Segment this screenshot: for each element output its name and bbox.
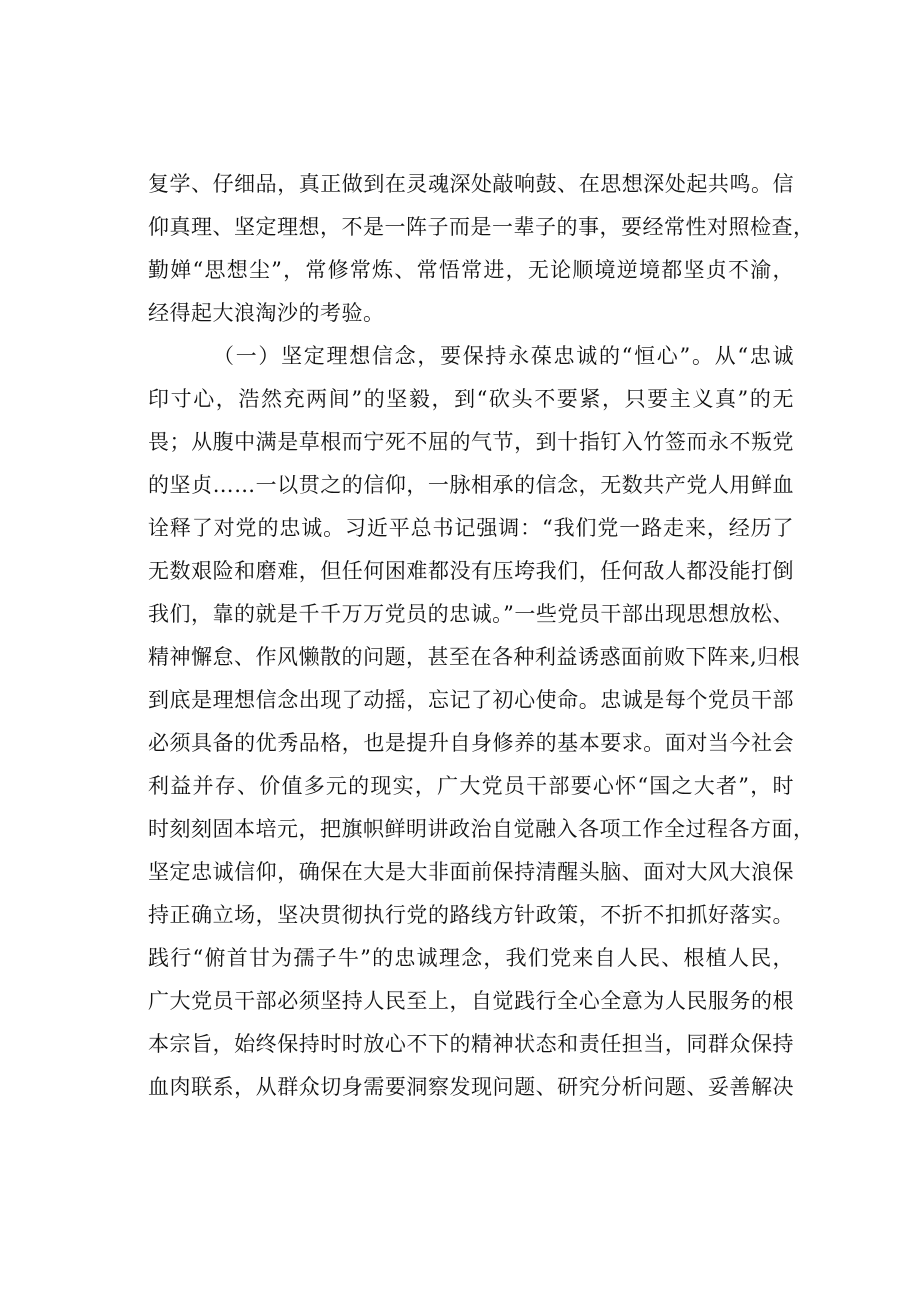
text-line: 仰真理、坚定理想，不是一阵子而是一辈子的事，要经常性对照检查， — [148, 215, 815, 239]
text-line: 我们，靠的就是千千万万党员的忠诚。”一些党员干部出现思想放松、 — [148, 602, 794, 626]
text-line: 必须具备的优秀品格，也是提升自身修养的基本要求。面对当今社会 — [148, 731, 794, 755]
text-line: 血肉联系，从群众切身需要洞察发现问题、研究分析问题、妥善解决 — [148, 1075, 794, 1099]
text-line: 畏；从腹中满是草根而宁死不屈的气节，到十指钉入竹签而永不叛党 — [148, 430, 794, 454]
text-line: 勤婵“思想尘”，常修常炼、常悟常进，无论顺境逆境都坚贞不渝， — [148, 258, 794, 282]
section-heading-line: （一）坚定理想信念，要保持永葆忠诚的“恒心”。从“忠诚 — [213, 344, 794, 368]
text-line: 践行“俯首甘为孺子牛”的忠诚理念，我们党来自人民、根植人民， — [148, 946, 794, 970]
text-line: 精神懈怠、作风懒散的问题，甚至在各种利益诱惑面前败下阵来,归根 — [148, 645, 801, 669]
text-line: 时刻刻固本培元，把旗帜鲜明讲政治自觉融入各项工作全过程各方面， — [148, 817, 815, 841]
text-line: 印寸心，浩然充两间”的坚毅，到“砍头不要紧，只要主义真”的无 — [148, 387, 794, 411]
text-line: 经得起大浪淘沙的考验。 — [148, 301, 385, 325]
text-line: 诠释了对党的忠诚。习近平总书记强调：“我们党一路走来，经历了 — [148, 516, 794, 540]
text-line: 本宗旨，始终保持时时放心不下的精神状态和责任担当，同群众保持 — [148, 1032, 794, 1056]
text-line: 到底是理想信念出现了动摇，忘记了初心使命。忠诚是每个党员干部 — [148, 688, 794, 712]
text-line: 广大党员干部必须坚持人民至上，自觉践行全心全意为人民服务的根 — [148, 989, 794, 1013]
text-line: 复学、仔细品，真正做到在灵魂深处敲响鼓、在思想深处起共鸣。信 — [148, 172, 794, 196]
text-line: 利益并存、价值多元的现实，广大党员干部要心怀“国之大者”，时 — [148, 774, 794, 798]
text-line: 持正确立场，坚决贯彻执行党的路线方针政策，不折不扣抓好落实。 — [148, 903, 794, 927]
text-line: 无数艰险和磨难，但任何困难都没有压垮我们，任何敌人都没能打倒 — [148, 559, 794, 583]
text-line: 坚定忠诚信仰，确保在大是大非面前保持清醒头脑、面对大风大浪保 — [148, 860, 794, 884]
text-line: 的坚贞……一以贯之的信仰，一脉相承的信念，无数共产党人用鲜血 — [148, 473, 794, 497]
